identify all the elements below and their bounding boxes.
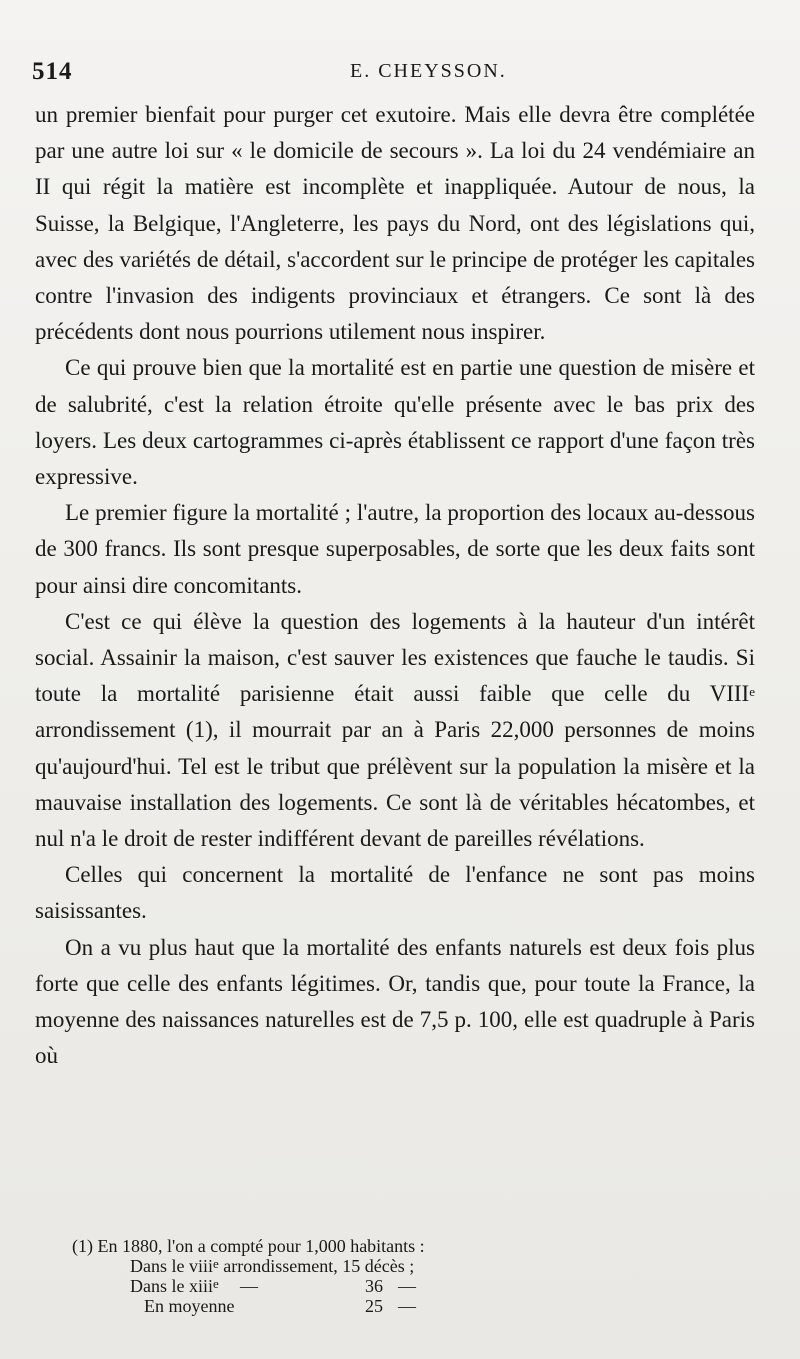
paragraph-4-text: C'est ce qui élève la question des logements à la hauteur d'un intérêt social. Assainir la maison, c'est sauver les existences que fauche le taudis. Si toute la mortalité parisienne était aussi faible que celle du VIII <box>35 608 755 707</box>
page-number: 514 <box>32 58 73 85</box>
superscript: e <box>213 1276 219 1291</box>
footnote-row-3-value: 25 <box>365 1296 383 1316</box>
paragraph-5: Celles qui concernent la mortalité de l'enfance ne sont pas moins saisissantes. <box>35 862 755 924</box>
footnote-row-2-text: Dans le xiii <box>130 1276 213 1296</box>
footnote-row-2-label <box>130 1276 240 1296</box>
footnote-row-3-dash: — <box>398 1296 416 1316</box>
page-header <box>32 58 760 88</box>
body-text <box>35 97 755 1074</box>
footnote-row-1 <box>72 1256 632 1276</box>
footnote-intro: (1) En 1880, l'on a compté pour 1,000 habitants : <box>72 1236 425 1256</box>
footnote-row-2-dash-2: — <box>398 1276 416 1296</box>
superscript: e <box>213 1256 219 1271</box>
footnote-row-3 <box>72 1296 632 1316</box>
paragraph-4-text-cont: arrondissement (1), il mourrait par an à Paris 22,000 personnes de moins qu'aujourd'hui. Tel est le tribut que prélèvent sur la population la misère et la mauvaise installation des logements. Ce sont là de véritables hécatombes, et nul n'a le droit de rester indifférent devant de pareilles révélations. <box>35 717 755 852</box>
footnote-row-2 <box>72 1276 632 1296</box>
footnote-row-1-label: Dans le viii <box>130 1256 213 1276</box>
paragraph-1: un premier bienfait pour purger cet exutoire. Mais elle devra être complétée par une autre loi sur « le domicile de secours ». La loi du 24 vendémiaire an II qui régit la matière est incomplète et inappliquée. Autour de nous, la Suisse, la Belgique, l'Angleterre, les pays du Nord, ont des législations qui, avec des variétés de détail, s'accordent sur le principe de protéger les capitales contre l'invasion des indigents provinciaux et étrangers. Ce sont là des précédents dont nous pourrions utilement nous inspirer. <box>35 102 755 345</box>
footnote-row-2-dash: — <box>240 1276 258 1296</box>
superscript: e <box>749 684 755 700</box>
paragraph-2: Ce qui prouve bien que la mortalité est en partie une question de misère et de salubrité, c'est la relation étroite qu'elle présente avec le bas prix des loyers. Les deux cartogrammes ci-après établissent ce rapport d'une façon très expressive. <box>35 355 755 490</box>
paragraph-3: Le premier figure la mortalité ; l'autre, la proportion des locaux au-dessous de 300 francs. Ils sont presque superposables, de sorte que les deux faits sont pour ainsi dire concomitants. <box>35 500 755 598</box>
paragraph-6: On a vu plus haut que la mortalité des enfants naturels est deux fois plus forte que celle des enfants légitimes. Or, tandis que, pour toute la France, la moyenne des naissances naturelles est de 7,5 p. 100, elle est quadruple à Paris où <box>35 934 755 1069</box>
footnote-row-3-label: En moyenne <box>144 1296 235 1316</box>
running-head: E. CHEYSSON. <box>350 60 507 82</box>
paragraph-4 <box>35 604 755 857</box>
footnote-row-1-rest: arrondissement, 15 décès ; <box>218 1256 415 1276</box>
footnote-row-2-value: 36 <box>365 1276 383 1296</box>
footnote <box>72 1236 632 1316</box>
